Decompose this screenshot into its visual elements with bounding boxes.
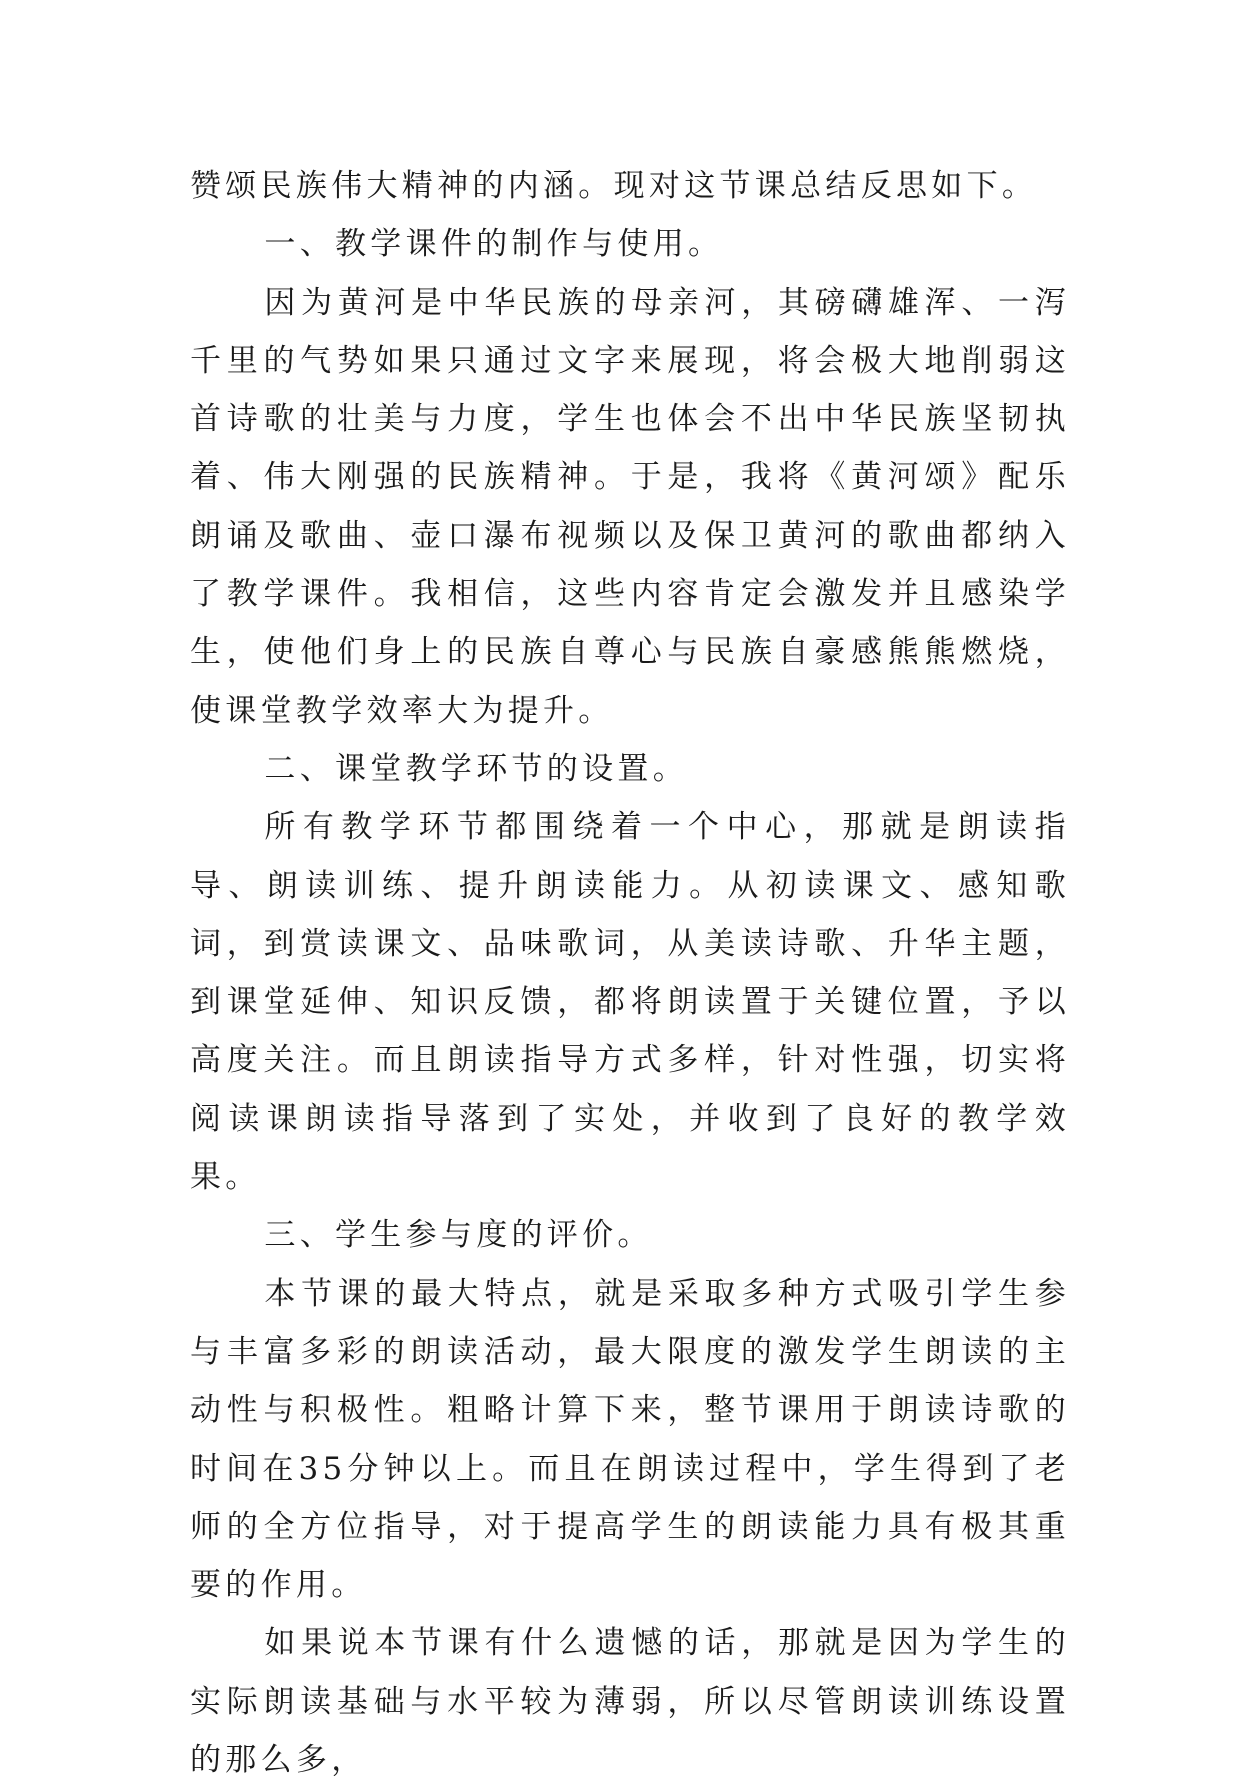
heading-courseware: 一、教学课件的制作与使用。 (264, 226, 724, 263)
paragraph-student-participation: 本节课的最大特点，就是采取多种方式吸引学生参与丰富多彩的朗读活动，最大限度的激发学生朗读的主动性与积极性。粗略计算下来，整节课用于朗读诗歌的时间在35分钟以上。而且在朗读过程中，学生得到了老师的全方位指导，对于提高学生的朗读能力具有极其重要的作用。 (190, 1275, 1070, 1604)
paragraph-teaching-steps: 所有教学环节都围绕着一个中心，那就是朗读指导、朗读训练、提升朗读能力。从初读课文、感知歌词，到赏读课文、品味歌词，从美读诗歌、升华主题，到课堂延伸、知识反馈，都将朗读置于关键位置，予以高度关注。而且朗读指导方式多样，针对性强，切实将阅读课朗读指导落到了实处，并收到了良好的教学效果。 (190, 809, 1070, 1196)
heading-student-participation: 三、学生参与度的评价。 (264, 1217, 653, 1254)
paragraph-intro-continuation: 赞颂民族伟大精神的内涵。现对这节课总结反思如下。 (190, 168, 1038, 204)
paragraph-regrets: 如果说本节课有什么遗憾的话，那就是因为学生的实际朗读基础与水平较为薄弱，所以尽管朗读训练设置的那么多， (190, 1625, 1070, 1779)
paragraph-courseware: 因为黄河是中华民族的母亲河，其磅礴雄浑、一泻千里的气势如果只通过文字来展现，将会极大地削弱这首诗歌的壮美与力度，学生也体会不出中华民族坚韧执着、伟大刚强的民族精神。于是，我将《黄河颂》配乐朗诵及歌曲、壶口瀑布视频以及保卫黄河的歌曲都纳入了教学课件。我相信，这些内容肯定会激发并且感染学生，使他们身上的民族自尊心与民族自豪感熊熊燃烧，使课堂教学效率大为提升。 (190, 284, 1070, 729)
document-body (190, 157, 1070, 1789)
heading-teaching-steps: 二、课堂教学环节的设置。 (264, 750, 688, 787)
